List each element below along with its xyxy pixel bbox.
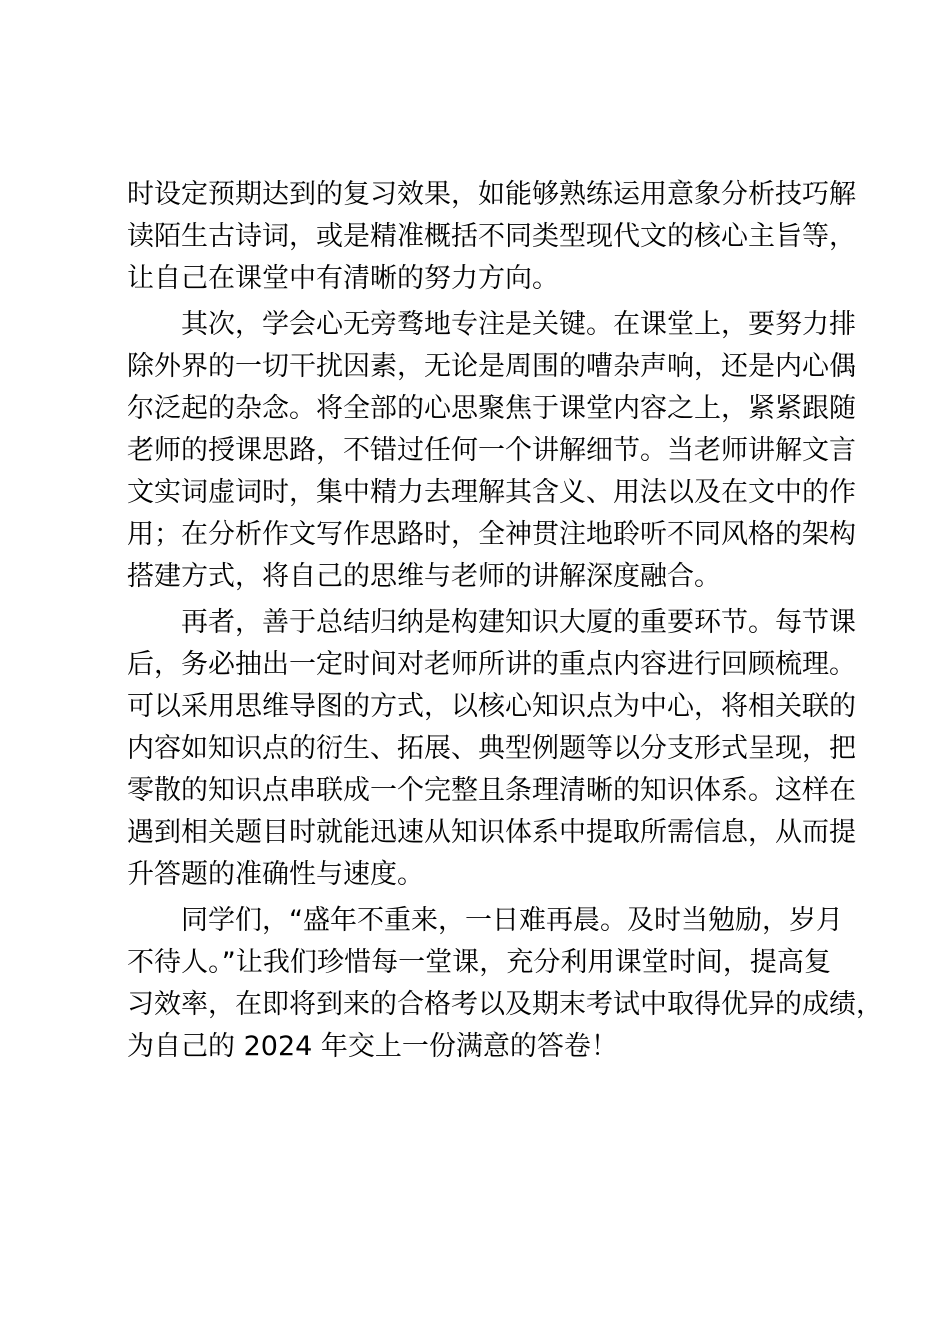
paragraph-3 bbox=[127, 602, 856, 896]
text-line: 后，务必抽出一定时间对老师所讲的重点内容进行回顾梳理。 bbox=[127, 649, 856, 680]
text-line: 除外界的一切干扰因素，无论是周围的嘈杂声响，还是内心偶 bbox=[127, 351, 856, 382]
text-line: 尔泛起的杂念。将全部的心思聚焦于课堂内容之上，紧紧跟随 bbox=[127, 393, 856, 424]
text-line: 不待人。”让我们珍惜每一堂课，充分利用课堂时间，提高复 bbox=[127, 947, 831, 978]
text-line: 其次，学会心无旁骛地专注是关键。在课堂上，要努力排 bbox=[181, 309, 856, 340]
text-line: 同学们，“盛年不重来，一日难再晨。及时当勉励，岁月 bbox=[181, 905, 843, 936]
text-line: 用；在分析作文写作思路时，全神贯注地聆听不同风格的架构 bbox=[127, 519, 856, 550]
text-line: 升答题的准确性与速度。 bbox=[127, 859, 424, 890]
text-line: 让自己在课堂中有清晰的努力方向。 bbox=[127, 263, 559, 294]
text-line: 搭建方式，将自己的思维与老师的讲解深度融合。 bbox=[127, 561, 721, 592]
text-line: 读陌生古诗词，或是精准概括不同类型现代文的核心主旨等， bbox=[127, 221, 856, 252]
paragraph-4 bbox=[127, 900, 883, 1068]
text-line: 内容如知识点的衍生、拓展、典型例题等以分支形式呈现，把 bbox=[127, 733, 856, 764]
text-line: 文实词虚词时，集中精力去理解其含义、用法以及在文中的作 bbox=[127, 477, 856, 508]
text-line: 习效率，在即将到来的合格考以及期末考试中取得优异的成绩， bbox=[127, 989, 883, 1020]
text-line: 老师的授课思路，不错过任何一个讲解细节。当老师讲解文言 bbox=[127, 435, 856, 466]
text-line: 再者，善于总结归纳是构建知识大厦的重要环节。每节课 bbox=[181, 607, 856, 638]
text-line: 遇到相关题目时就能迅速从知识体系中提取所需信息，从而提 bbox=[127, 817, 856, 848]
body-text bbox=[127, 174, 883, 1068]
paragraph-1 bbox=[127, 174, 856, 300]
text-line: 零散的知识点串联成一个完整且条理清晰的知识体系。这样在 bbox=[127, 775, 856, 806]
text-line: 时设定预期达到的复习效果，如能够熟练运用意象分析技巧解 bbox=[127, 179, 856, 210]
text-line: 可以采用思维导图的方式，以核心知识点为中心，将相关联的 bbox=[127, 691, 856, 722]
paragraph-2 bbox=[127, 304, 856, 598]
text-line: 为自己的 2024 年交上一份满意的答卷！ bbox=[127, 1031, 618, 1062]
